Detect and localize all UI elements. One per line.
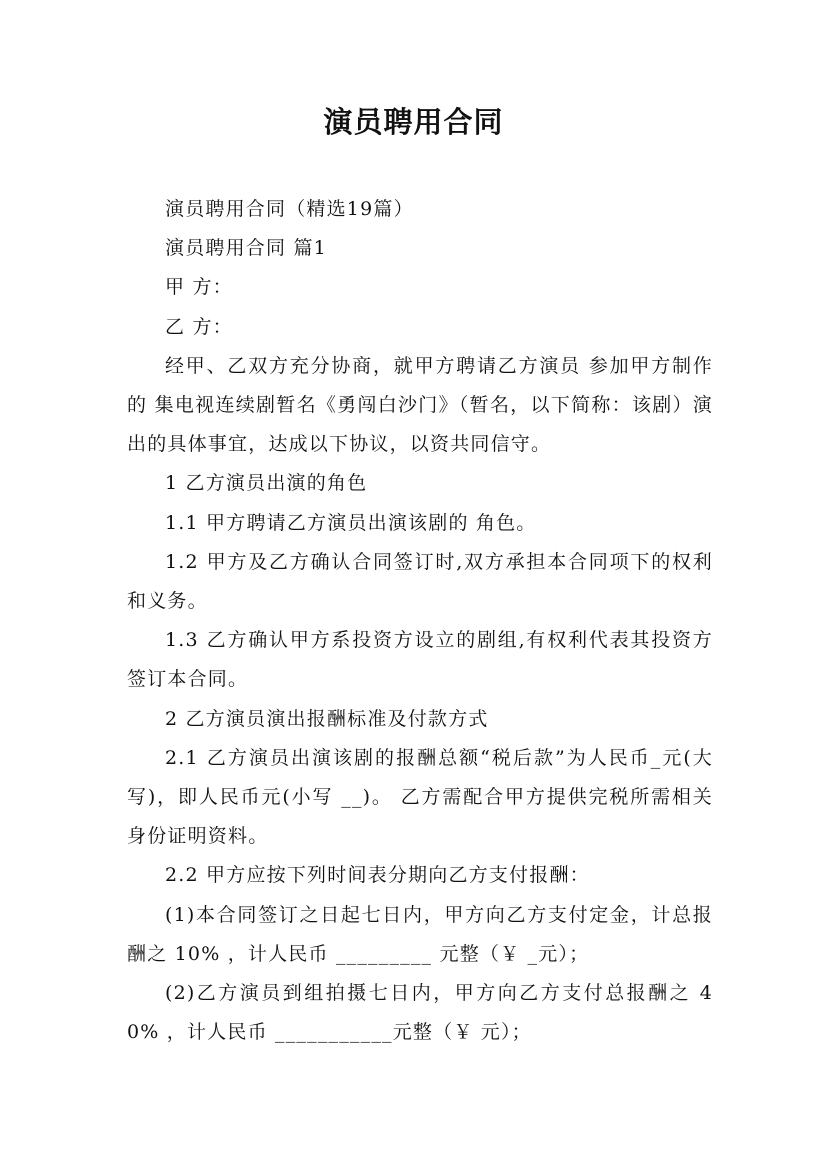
paragraph: 甲 方： xyxy=(165,276,233,299)
paragraph: 经甲、乙双方充分协商，就甲方聘请乙方演员 参加甲方制作的 集电视连续剧暂名《勇闯白沙门》（暂名，以下简称：该剧）演出的具体事宜，达成以下协议，以资共同信守。 xyxy=(127,354,713,456)
paragraph: 1.1 甲方聘请乙方演员出演该剧的 角色。 xyxy=(165,511,537,534)
document-title: 演员聘用合同 xyxy=(323,105,504,139)
paragraph: 2.1 乙方演员出演该剧的报酬总额“税后款”为人民币_元(大写)，即人民币元(小写 __)。 乙方需配合甲方提供完税所需相关身份证明资料。 xyxy=(127,746,713,848)
paragraph: (2)乙方演员到组拍摄七日内，甲方向乙方支付总报酬之 40% ，计人民币 ___________元整（￥ 元）； xyxy=(127,982,713,1044)
section-heading: 1 乙方演员出演的角色 xyxy=(165,472,368,495)
paragraph: 演员聘用合同 篇1 xyxy=(165,237,327,260)
paragraph: 1.2 甲方及乙方确认合同签订时,双方承担本合同项下的权利和义务。 xyxy=(127,550,713,613)
paragraph: 1.3 乙方确认甲方系投资方设立的剧组,有权利代表其投资方签订本合同。 xyxy=(127,629,713,691)
paragraph: 乙 方： xyxy=(165,315,233,338)
section-heading: 2 乙方演员演出报酬标准及付款方式 xyxy=(165,707,489,730)
document-body xyxy=(127,190,713,1052)
paragraph: 演员聘用合同（精选19篇） xyxy=(165,198,414,220)
paragraph: 2.2 甲方应按下列时间表分期向乙方支付报酬： xyxy=(165,864,590,887)
paragraph: (1)本合同签订之日起七日内，甲方向乙方支付定金，计总报酬之 10% ，计人民币 _________ 元整（￥ _元）； xyxy=(127,903,713,965)
